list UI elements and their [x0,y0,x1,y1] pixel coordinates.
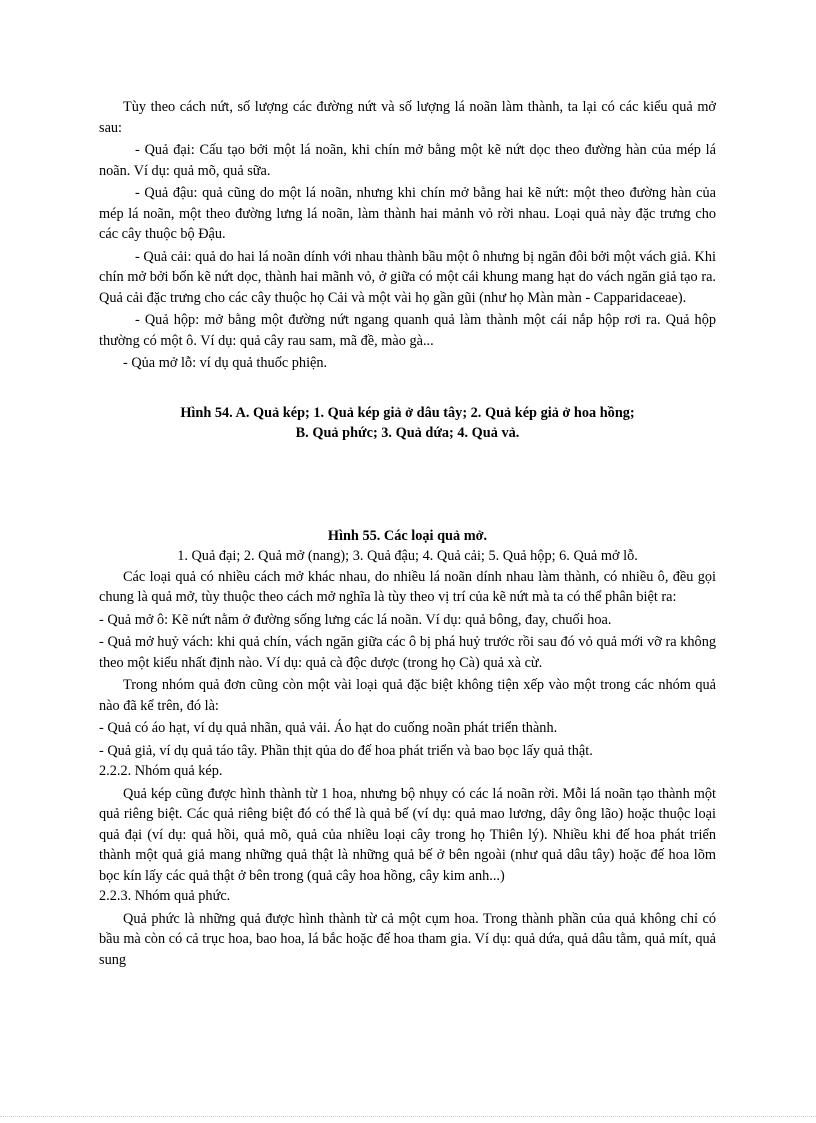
type-silique: - Quả cải: quả do hai lá noãn dính với nhau thành bầu một ô nhưng bị ngăn đôi bởi một vách giả. Khi chín mở bởi bốn kẽ nứt dọc, thành hai mãnh vỏ, ở giữa có một cái khung mang hạt do vách ngăn giả tạo ra. Quả cải đặc trưng cho các cây thuộc họ Cải và một vài họ gần gũi (như họ Màn màn - Capparidaceae). [99,248,716,306]
type-pyxis: - Quả hộp: mở bằng một đường nứt ngang quanh quả làm thành một cái nắp hộp rơi ra. Quả hộp thường có một ô. Ví dụ: quả cây rau sam, mã đề, mào gà... [99,312,716,349]
capsule-loculicidal: - Quả mở ô: Kẽ nứt nằm ở đường sống lưng các lá noãn. Ví dụ: quả bông, đay, chuối hoa. [99,611,612,628]
special-intro: Trong nhóm quả đơn cũng còn một vài loại quả đặc biệt không tiện xếp vào một trong các nhóm quả nào đã kể trên, đó là: [99,677,716,714]
figure-55-items: 1. Quả đại; 2. Quả mở (nang); 3. Quả đậu; 4. Quả cải; 5. Quả hộp; 6. Quả mở lỗ. [177,548,638,564]
section-aggregate-body: Quả kép cũng được hình thành từ 1 hoa, nhưng bộ nhụy có các lá noãn rời. Mỗi lá noãn tạo thành một quả riêng biệt. Các quả riêng biệt đó có thể là quả bế (ví dụ: quả mao lương, dây ông lão) hoặc thuộc loại quả đại (ví dụ: quả hồi, quả mõ, quả của nhiều loại cây trong họ Thiên lý). Nhiều khi đế hoa phát triển thành một quả giả mang những quả thật là những quả bế ở bên ngoài (như quả dâu tây) hoặc đế hoa lõm bọc kín lấy các quả thật ở bên trong (quả cây hoa hồng, cây kim anh...) [99,785,716,884]
special-aril: - Quả có áo hạt, ví dụ quả nhãn, quả vải. Áo hạt do cuống noãn phát triển thành. [99,720,558,736]
figure-54-caption-line2: B. Quả phức; 3. Quả dứa; 4. Quả vả. [295,425,520,441]
type-poricidal: - Qủa mở lỗ: ví dụ quả thuốc phiện. [123,355,328,371]
section-aggregate-heading: 2.2.2. Nhóm quả kép. [99,763,223,779]
figure-55-title: Hình 55. Các loại quả mở. [327,527,488,544]
section-multiple-heading: 2.2.3. Nhóm quả phức. [99,888,231,904]
capsule-septifragal: - Quả mở huỷ vách: khi quả chín, vách ngăn giữa các ô bị phá huỷ trước rồi sau đó vỏ quả mới vỡ ra không theo một kiểu nhất định nào. Ví dụ: quả cà độc dược (trong họ Cà) quả xà cừ. [99,634,716,671]
figure-54-caption-line1: Hình 54. A. Quả kép; 1. Quả kép giả ở dâu tây; 2. Quả kép giả ở hoa hồng; [180,404,635,421]
capsule-intro: Các loại quả có nhiều cách mở khác nhau, do nhiều lá noãn dính nhau làm thành, có nhiều ô, đều gọi chung là quả mở, tùy thuộc theo cách mở nghĩa là tùy theo vị trí của kẽ nứt mà ta có thể phân biệt ra: [99,568,716,605]
type-legume: - Quả đậu: quả cũng do một lá noãn, nhưng khi chín mở bằng hai kẽ nứt: một theo đường hàn của mép lá noãn, một theo đường lưng lá noãn, làm thành hai mảnh vỏ rời nhau. Loại quả này đặc trưng cho các cây thuộc bộ Đậu. [99,185,716,242]
section-multiple-body: Quả phức là những quả được hình thành từ cả một cụm hoa. Trong thành phần của quả không chỉ có bầu mà còn có cả trục hoa, bao hoa, lá bắc hoặc đế hoa tham gia. Ví dụ: quả dứa, quả dâu tằm, quả mít, quả sung [99,910,716,968]
special-false-fruit: - Quả giả, ví dụ quả táo tây. Phần thịt qủa do đế hoa phát triển và bao bọc lấy quả thật. [99,742,593,759]
page-bottom-divider [0,1116,816,1117]
type-follicle: - Quả đại: Cấu tạo bởi một lá noãn, khi chín mở bằng một kẽ nứt dọc theo đường hàn của mép lá noãn. Ví dụ: quả mõ, quả sữa. [99,142,716,179]
intro-paragraph: Tùy theo cách nứt, số lượng các đường nứt và số lượng lá noãn làm thành, ta lại có các kiểu quả mở sau: [99,99,716,136]
document-page [99,97,716,970]
